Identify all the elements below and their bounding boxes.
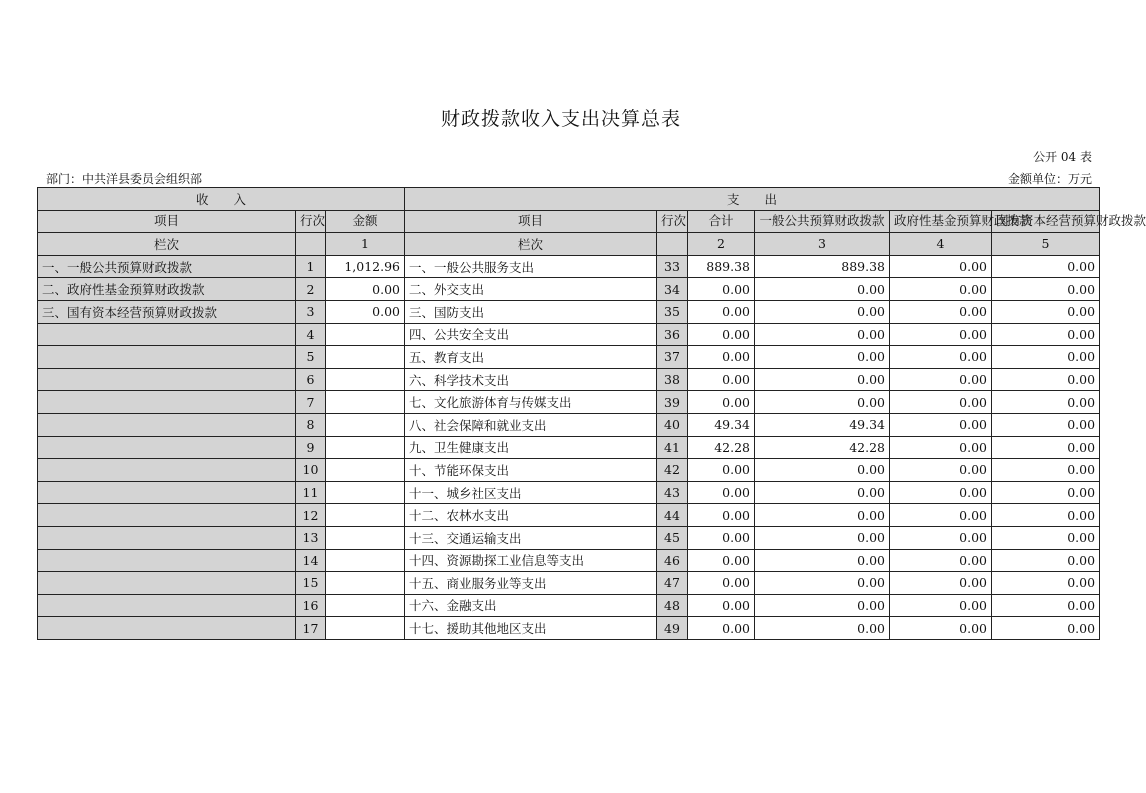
general-budget-cell: 0.00 [755,594,890,617]
gov-fund-cell: 0.00 [890,300,992,323]
general-budget-cell: 0.00 [755,504,890,527]
total-cell: 0.00 [688,300,755,323]
department-label: 部门：中共洋县委员会组织部 [46,172,203,186]
state-capital-cell: 0.00 [992,255,1100,278]
total-cell: 0.00 [688,617,755,640]
general-budget-cell: 0.00 [755,617,890,640]
gov-fund-cell: 0.00 [890,391,992,414]
state-capital-cell: 0.00 [992,549,1100,572]
total-cell: 0.00 [688,346,755,369]
expenditure-item-cell: 三、国防支出 [405,300,657,323]
gov-fund-cell: 0.00 [890,323,992,346]
table-row [38,346,1100,369]
general-budget-cell: 42.28 [755,436,890,459]
gov-fund-cell: 0.00 [890,526,992,549]
general-budget-cell: 0.00 [755,459,890,482]
table-row [38,617,1100,640]
col-index-2: 2 [688,233,755,256]
total-cell: 0.00 [688,504,755,527]
state-capital-cell: 0.00 [992,572,1100,595]
income-amount-cell [326,594,405,617]
expenditure-item-cell: 十、节能环保支出 [405,459,657,482]
row-number-cell: 34 [657,278,688,301]
income-item-cell [38,346,296,369]
table-row [38,504,1100,527]
gov-fund-cell: 0.00 [890,617,992,640]
general-budget-cell: 0.00 [755,300,890,323]
total-cell: 0.00 [688,594,755,617]
table-row [38,549,1100,572]
expenditure-item-cell: 四、公共安全支出 [405,323,657,346]
form-number: 公开 04 表 [1033,150,1092,164]
col-label: 栏次 [38,233,296,256]
total-cell: 0.00 [688,459,755,482]
income-amount-cell [326,526,405,549]
row-number-cell: 47 [657,572,688,595]
state-capital-cell: 0.00 [992,413,1100,436]
general-budget-cell: 0.00 [755,323,890,346]
table-row [38,323,1100,346]
income-amount-cell: 1,012.96 [326,255,405,278]
income-amount-cell [326,368,405,391]
total-cell: 49.34 [688,413,755,436]
expenditure-item-cell: 六、科学技术支出 [405,368,657,391]
total-cell: 0.00 [688,549,755,572]
col-index-1: 1 [326,233,405,256]
unit-label: 金额单位：万元 [1007,172,1092,186]
total-cell: 0.00 [688,323,755,346]
income-amount-cell [326,549,405,572]
table-row [38,300,1100,323]
total-cell: 889.38 [688,255,755,278]
income-header: 收 入 [38,188,405,211]
total-cell: 0.00 [688,526,755,549]
gov-fund-cell: 0.00 [890,255,992,278]
gov-fund-cell: 0.00 [890,436,992,459]
col-total: 合计 [688,210,755,233]
gov-fund-cell: 0.00 [890,504,992,527]
table-row [38,391,1100,414]
row-number-cell: 42 [657,459,688,482]
income-amount-cell [326,459,405,482]
total-cell: 42.28 [688,436,755,459]
income-amount-cell: 0.00 [326,278,405,301]
table-row [38,594,1100,617]
total-cell: 0.00 [688,278,755,301]
general-budget-cell: 0.00 [755,572,890,595]
table-row [38,413,1100,436]
income-item-cell [38,594,296,617]
gov-fund-cell: 0.00 [890,368,992,391]
expenditure-item-cell: 十二、农林水支出 [405,504,657,527]
col-amount: 金额 [326,210,405,233]
row-number-cell: 8 [296,413,326,436]
row-number-cell: 14 [296,549,326,572]
row-number-cell: 17 [296,617,326,640]
gov-fund-cell: 0.00 [890,413,992,436]
expenditure-item-cell: 九、卫生健康支出 [405,436,657,459]
row-number-cell: 4 [296,323,326,346]
state-capital-cell: 0.00 [992,278,1100,301]
row-number-cell: 39 [657,391,688,414]
income-item-cell [38,572,296,595]
expenditure-item-cell: 一、一般公共服务支出 [405,255,657,278]
income-item-cell [38,323,296,346]
table-row [38,368,1100,391]
expenditure-item-cell: 十五、商业服务业等支出 [405,572,657,595]
row-number-cell: 7 [296,391,326,414]
expenditure-item-cell: 八、社会保障和就业支出 [405,413,657,436]
row-number-cell: 15 [296,572,326,595]
col-index-5: 5 [992,233,1100,256]
income-amount-cell [326,481,405,504]
state-capital-cell: 0.00 [992,300,1100,323]
col-index-4: 4 [890,233,992,256]
state-capital-cell: 0.00 [992,526,1100,549]
row-number-cell: 1 [296,255,326,278]
income-item-cell [38,504,296,527]
row-number-cell: 43 [657,481,688,504]
state-capital-cell: 0.00 [992,459,1100,482]
state-capital-cell: 0.00 [992,504,1100,527]
income-amount-cell [326,617,405,640]
row-number-cell: 49 [657,617,688,640]
gov-fund-cell: 0.00 [890,481,992,504]
state-capital-cell: 0.00 [992,323,1100,346]
col-item-exp: 项目 [405,210,657,233]
row-number-cell: 46 [657,549,688,572]
table-row [38,572,1100,595]
income-item-cell [38,526,296,549]
expenditure-item-cell: 五、教育支出 [405,346,657,369]
budget-table [37,187,1146,640]
expenditure-item-cell: 十七、援助其他地区支出 [405,617,657,640]
row-number-cell: 12 [296,504,326,527]
income-item-cell [38,481,296,504]
income-amount-cell [326,572,405,595]
expenditure-item-cell: 十六、金融支出 [405,594,657,617]
income-amount-cell [326,436,405,459]
total-cell: 0.00 [688,481,755,504]
col-label-exp: 栏次 [405,233,657,256]
col-item: 项目 [38,210,296,233]
row-number-cell: 16 [296,594,326,617]
col-row-no: 行次 [296,210,326,233]
col-gov-fund: 政府性基金预算财政拨款 [890,210,992,233]
col-index-blank [657,233,688,256]
gov-fund-cell: 0.00 [890,459,992,482]
income-item-cell [38,413,296,436]
row-number-cell: 2 [296,278,326,301]
state-capital-cell: 0.00 [992,594,1100,617]
state-capital-cell: 0.00 [992,391,1100,414]
row-number-cell: 41 [657,436,688,459]
row-number-cell: 13 [296,526,326,549]
table-row [38,459,1100,482]
income-amount-cell [326,391,405,414]
state-capital-cell: 0.00 [992,368,1100,391]
gov-fund-cell: 0.00 [890,594,992,617]
state-capital-cell: 0.00 [992,481,1100,504]
expenditure-item-cell: 七、文化旅游体育与传媒支出 [405,391,657,414]
row-number-cell: 48 [657,594,688,617]
table-row [38,481,1100,504]
gov-fund-cell: 0.00 [890,346,992,369]
general-budget-cell: 889.38 [755,255,890,278]
table-row [38,526,1100,549]
expenditure-item-cell: 二、外交支出 [405,278,657,301]
income-item-cell [38,368,296,391]
col-general-budget: 一般公共预算财政拨款 [755,210,890,233]
income-item-cell: 一、一般公共预算财政拨款 [38,255,296,278]
row-number-cell: 9 [296,436,326,459]
row-number-cell: 5 [296,346,326,369]
table-row [38,278,1100,301]
income-amount-cell [326,346,405,369]
income-item-cell [38,617,296,640]
general-budget-cell: 0.00 [755,346,890,369]
state-capital-cell: 0.00 [992,617,1100,640]
row-number-cell: 11 [296,481,326,504]
row-number-cell: 45 [657,526,688,549]
total-cell: 0.00 [688,368,755,391]
income-item-cell [38,459,296,482]
income-item-cell: 二、政府性基金预算财政拨款 [38,278,296,301]
row-number-cell: 37 [657,346,688,369]
income-amount-cell [326,323,405,346]
general-budget-cell: 0.00 [755,526,890,549]
state-capital-cell: 0.00 [992,346,1100,369]
row-number-cell: 3 [296,300,326,323]
general-budget-cell: 0.00 [755,481,890,504]
table-row [38,436,1100,459]
table-row [38,255,1100,278]
row-number-cell: 6 [296,368,326,391]
expenditure-item-cell: 十三、交通运输支出 [405,526,657,549]
total-cell: 0.00 [688,572,755,595]
col-index-blank [296,233,326,256]
row-number-cell: 35 [657,300,688,323]
col-row-no-exp: 行次 [657,210,688,233]
income-item-cell [38,549,296,572]
income-item-cell [38,436,296,459]
income-amount-cell [326,413,405,436]
general-budget-cell: 49.34 [755,413,890,436]
gov-fund-cell: 0.00 [890,278,992,301]
general-budget-cell: 0.00 [755,368,890,391]
page-title: 财政拨款收入支出决算总表 [440,108,681,130]
row-number-cell: 36 [657,323,688,346]
gov-fund-cell: 0.00 [890,572,992,595]
gov-fund-cell: 0.00 [890,549,992,572]
income-amount-cell [326,504,405,527]
general-budget-cell: 0.00 [755,278,890,301]
col-index-3: 3 [755,233,890,256]
income-item-cell: 三、国有资本经营预算财政拨款 [38,300,296,323]
expenditure-item-cell: 十一、城乡社区支出 [405,481,657,504]
general-budget-cell: 0.00 [755,549,890,572]
total-cell: 0.00 [688,391,755,414]
row-number-cell: 38 [657,368,688,391]
row-number-cell: 40 [657,413,688,436]
income-item-cell [38,391,296,414]
expenditure-item-cell: 十四、资源勘探工业信息等支出 [405,549,657,572]
general-budget-cell: 0.00 [755,391,890,414]
row-number-cell: 33 [657,255,688,278]
expenditure-header: 支 出 [405,188,1100,211]
col-state-capital: 国有资本经营预算财政拨款 [992,210,1100,233]
income-amount-cell: 0.00 [326,300,405,323]
state-capital-cell: 0.00 [992,436,1100,459]
row-number-cell: 10 [296,459,326,482]
row-number-cell: 44 [657,504,688,527]
